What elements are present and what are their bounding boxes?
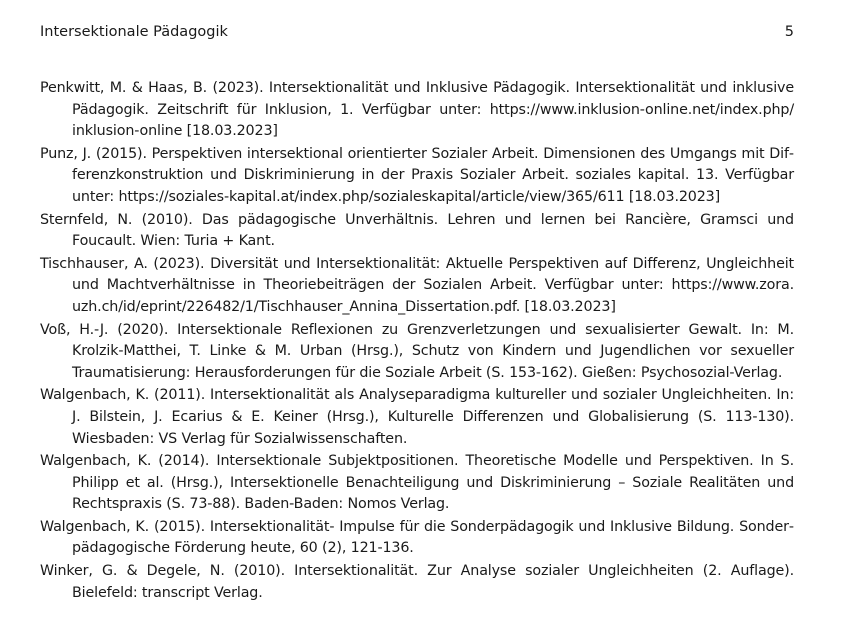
reference-entry: Penkwitt, M. & Haas, B. (2023). Intersektionalität und Inklusive Pädagogik. Intersektionalität und inklusive Pädagogik. Zeitschrift für Inklusion, 1. Verfügbar unter: https://www.inklusion-online.net/index.php/​inklusion-online [18.03.2023] — [40, 80, 794, 140]
reference-entry: Winker, G. & Degele, N. (2010). Intersektionalität. Zur Analyse sozialer Ungleichheiten (2. Auflage). Bielefeld: transcript Verlag. — [40, 563, 794, 601]
page-number: 5 — [784, 24, 794, 40]
running-header — [40, 22, 794, 42]
reference-entry: Punz, J. (2015). Perspektiven intersektional orientierter Sozialer Arbeit. Dimensionen des Umgangs mit Differenzkonstruktion und Diskriminierung in der Praxis Sozialer Arbeit. soziales kapital. 13. Verfügbar unter: https://soziales-kapital.at/index.php/sozialeskapital/article/view/365/611 [18.03.2023] — [40, 145, 794, 205]
reference-entry: Tischhauser, A. (2023). Diversität und Intersektionalität: Aktuelle Perspektiven auf Differenz, Ungleichheit und Machtverhältnisse in Theoriebeiträgen der Sozialen Arbeit. Verfügbar unter: https://www.zora. uzh.​ch/id/eprint/226482/1/Tischhauser_Annina_Dissertation.pdf. [18.03.2023] — [40, 255, 794, 315]
reference-entry: Walgenbach, K. (2014). Intersektionale Subjektpositionen. Theoretische Modelle und Perspektiven. In S. Philipp et al. (Hrsg.), Intersektionelle Benachteiligung und Diskriminierung – Soziale Realitäten und Rechtspraxis (S. 73-88). Baden-Baden: Nomos Verlag. — [40, 453, 794, 513]
reference-list — [40, 78, 794, 605]
reference-entry: Voß, H.-J. (2020). Intersektionale Reflexionen zu Grenzverletzungen und sexualisierter Gewalt. In: M. Krolzik-Matthei, T. Linke & M. Urban (Hrsg.), Schutz von Kindern und Jugendlichen vor sexueller Traumatisierung: Herausforderungen für die Soziale Arbeit (S. 153-162). Gießen: Psychosozial-Verlag. — [40, 321, 794, 381]
reference-entry: Walgenbach, K. (2015). Intersektionalität- Impulse für die Sonderpädagogik und Inklusive Bildung. Sonderpädagogische Förderung heute, 60 (2), 121-136. — [40, 518, 794, 557]
reference-entry: Walgenbach, K. (2011). Intersektionalität als Analyseparadigma kultureller und sozialer Ungleichheiten. In: J. Bilstein, J. Ecarius & E. Keiner (Hrsg.), Kulturelle Differenzen und Globalisierung (S. 113-130). Wiesbaden: VS Verlag für Sozialwissenschaften. — [40, 387, 794, 447]
running-title: Intersektionale Pädagogik — [40, 24, 228, 40]
reference-entry: Sternfeld, N. (2010). Das pädagogische Unverhältnis. Lehren und lernen bei Rancière, Gramsci und Foucault. Wien: Turia + Kant. — [40, 211, 794, 250]
